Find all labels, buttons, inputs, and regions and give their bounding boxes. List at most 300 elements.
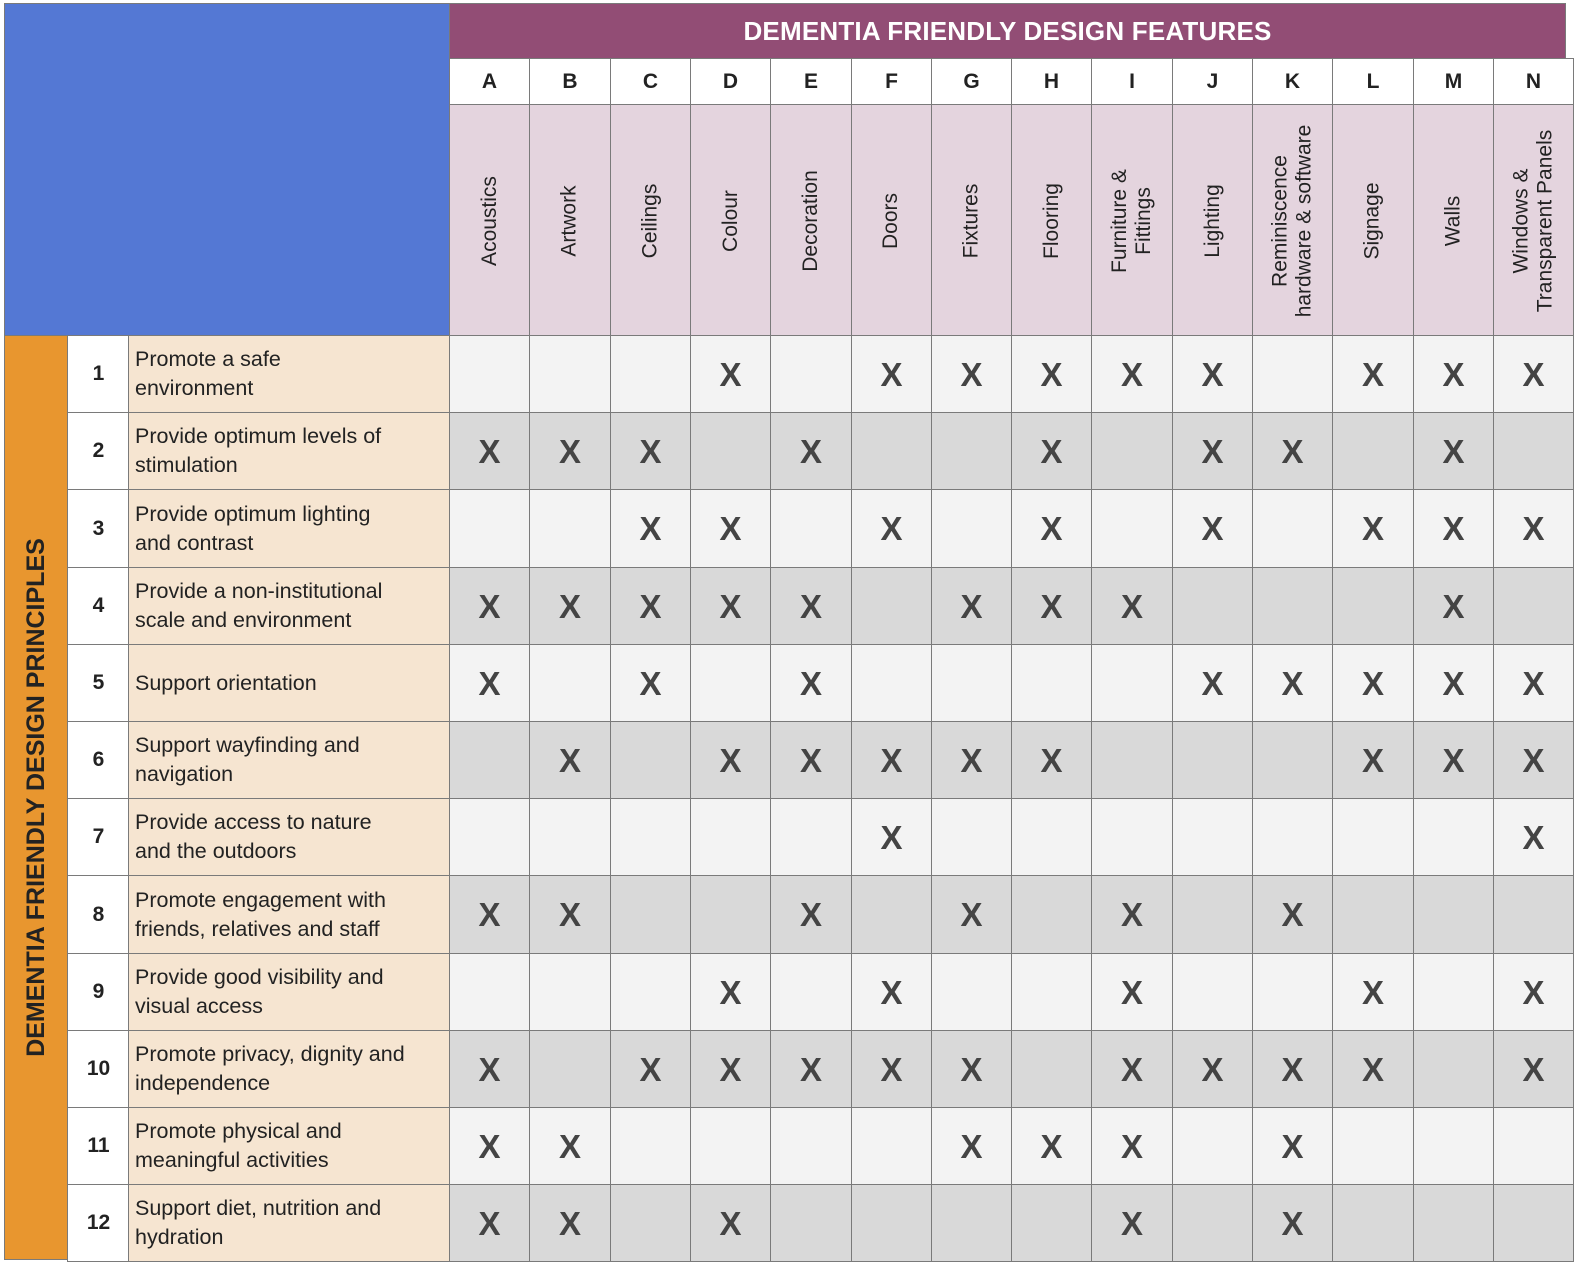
principle-label-text: Provide optimum levels of stimulation — [135, 424, 382, 477]
matrix-cell — [851, 335, 932, 413]
matrix-cell — [851, 1030, 932, 1108]
matrix-cell — [1413, 1184, 1494, 1262]
principle-label — [128, 1107, 451, 1185]
matrix-cell — [770, 644, 852, 722]
matrix-cell — [610, 1030, 691, 1108]
feature-name-m — [1413, 104, 1494, 337]
feature-name-n — [1493, 104, 1574, 337]
matrix-cell — [1413, 489, 1494, 568]
matrix-cell — [449, 335, 530, 413]
matrix-cell — [529, 875, 611, 954]
matrix-cell — [1413, 953, 1494, 1031]
x-mark: X — [1120, 1127, 1143, 1165]
feature-name-text: Lighting — [1200, 183, 1224, 258]
x-mark: X — [1522, 664, 1545, 702]
matrix-cell — [1413, 644, 1494, 722]
x-mark: X — [960, 587, 983, 625]
matrix-cell — [1493, 721, 1574, 799]
matrix-cell — [1413, 567, 1494, 645]
matrix-cell — [1091, 335, 1173, 413]
matrix-cell — [931, 875, 1012, 954]
feature-name-l — [1332, 104, 1414, 337]
matrix-cell — [1091, 412, 1173, 490]
matrix-cell — [770, 875, 852, 954]
matrix-cell — [851, 567, 932, 645]
matrix-cell — [1332, 412, 1414, 490]
matrix-cell — [1252, 644, 1333, 722]
matrix-cell — [1332, 798, 1414, 876]
matrix-cell — [1011, 644, 1092, 722]
principle-label-text: Promote a safe environment — [135, 347, 281, 400]
feature-name-a — [449, 104, 530, 337]
x-mark: X — [880, 510, 903, 547]
x-mark: X — [478, 587, 501, 625]
matrix-cell — [1413, 875, 1494, 954]
matrix-cell — [1091, 489, 1173, 568]
x-mark: X — [1522, 818, 1545, 856]
x-mark: X — [1361, 973, 1384, 1011]
matrix-cell — [931, 1030, 1012, 1108]
feature-letter-g: G — [931, 58, 1012, 106]
matrix-cell — [1493, 875, 1574, 954]
matrix-cell — [1413, 798, 1494, 876]
matrix-cell — [1011, 1107, 1092, 1185]
principle-number: 10 — [67, 1030, 130, 1108]
x-mark: X — [1281, 664, 1304, 702]
x-mark: X — [478, 1127, 501, 1165]
x-mark: X — [1120, 973, 1143, 1011]
feature-name-d — [690, 104, 771, 337]
matrix-cell — [1011, 875, 1092, 954]
matrix-cell — [690, 1184, 771, 1262]
x-mark: X — [880, 741, 903, 779]
feature-name-c — [610, 104, 691, 337]
matrix-cell — [610, 489, 691, 568]
matrix-cell — [1413, 1107, 1494, 1185]
principle-label — [128, 412, 451, 490]
x-mark: X — [960, 896, 983, 933]
principles-side-label — [4, 335, 68, 1260]
matrix-cell — [851, 953, 932, 1031]
principle-number: 3 — [67, 489, 130, 568]
x-mark: X — [880, 1050, 903, 1088]
matrix-cell — [1493, 1184, 1574, 1262]
matrix-cell — [610, 412, 691, 490]
principle-label — [128, 1030, 451, 1108]
feature-letter-m: M — [1413, 58, 1494, 106]
x-mark: X — [1281, 1204, 1304, 1242]
matrix-cell — [529, 721, 611, 799]
matrix-cell — [851, 412, 932, 490]
matrix-cell — [1172, 567, 1253, 645]
matrix-cell — [1252, 953, 1333, 1031]
matrix-cell — [770, 1184, 852, 1262]
x-mark: X — [1522, 510, 1545, 547]
matrix-cell — [1091, 1030, 1173, 1108]
x-mark: X — [1281, 1127, 1304, 1165]
x-mark: X — [478, 432, 501, 470]
x-mark: X — [799, 587, 822, 625]
x-mark: X — [880, 973, 903, 1011]
feature-name-text: Signage — [1360, 181, 1384, 260]
x-mark: X — [1361, 510, 1384, 547]
corner-block — [4, 3, 450, 336]
principle-label-text: Support orientation — [135, 670, 317, 695]
matrix-cell — [1332, 1184, 1414, 1262]
matrix-cell — [770, 721, 852, 799]
matrix-cell — [690, 721, 771, 799]
matrix-cell — [1413, 721, 1494, 799]
matrix-cell — [449, 875, 530, 954]
x-mark: X — [799, 1050, 822, 1088]
feature-name-text: Fixtures — [959, 183, 983, 258]
feature-name-f — [851, 104, 932, 337]
matrix-cell — [1091, 875, 1173, 954]
matrix-cell — [1011, 1030, 1092, 1108]
x-mark: X — [719, 973, 742, 1011]
x-mark: X — [1281, 1050, 1304, 1088]
x-mark: X — [1361, 1050, 1384, 1088]
matrix-cell — [690, 798, 771, 876]
principle-label-text: Promote engagement with friends, relatives and staff — [135, 887, 386, 941]
x-mark: X — [639, 432, 662, 470]
matrix-cell — [851, 1184, 932, 1262]
matrix-cell — [1011, 335, 1092, 413]
x-mark: X — [1040, 355, 1063, 393]
principle-label — [128, 567, 451, 645]
feature-name-g — [931, 104, 1012, 337]
x-mark: X — [1442, 510, 1465, 547]
features-title: DEMENTIA FRIENDLY DESIGN FEATURES — [449, 3, 1566, 59]
matrix-cell — [529, 644, 611, 722]
principle-number: 5 — [67, 644, 130, 722]
matrix-cell — [851, 875, 932, 954]
feature-letter-j: J — [1172, 58, 1253, 106]
feature-name-j — [1172, 104, 1253, 337]
x-mark: X — [1281, 896, 1304, 933]
matrix-cell — [851, 721, 932, 799]
matrix-cell — [1252, 489, 1333, 568]
x-mark: X — [1201, 664, 1224, 702]
matrix-cell — [1091, 1107, 1173, 1185]
x-mark: X — [960, 355, 983, 393]
x-mark: X — [719, 1204, 742, 1242]
matrix-cell — [449, 1107, 530, 1185]
x-mark: X — [719, 741, 742, 779]
matrix-cell — [931, 1107, 1012, 1185]
principle-number: 7 — [67, 798, 130, 876]
matrix-cell — [529, 798, 611, 876]
principle-label-text: Support wayfinding and navigation — [135, 733, 360, 786]
x-mark: X — [639, 587, 662, 625]
matrix-cell — [1172, 412, 1253, 490]
matrix-cell — [1091, 953, 1173, 1031]
feature-name-text: Windows & Transparent Panels — [1509, 129, 1557, 312]
matrix-cell — [1011, 1184, 1092, 1262]
feature-name-text: Furniture & Fittings — [1108, 168, 1155, 273]
feature-letter-k: K — [1252, 58, 1333, 106]
matrix-cell — [1493, 489, 1574, 568]
matrix-cell — [529, 1184, 611, 1262]
matrix-cell — [1252, 721, 1333, 799]
feature-letter-i: I — [1091, 58, 1173, 106]
x-mark: X — [880, 818, 903, 856]
feature-letter-d: D — [690, 58, 771, 106]
feature-name-h — [1011, 104, 1092, 337]
matrix-cell — [529, 1107, 611, 1185]
matrix-cell — [1252, 798, 1333, 876]
x-mark: X — [558, 432, 581, 470]
x-mark: X — [799, 741, 822, 779]
matrix-cell — [1011, 721, 1092, 799]
principle-label — [128, 1184, 451, 1262]
principle-label-text: Provide good visibility and visual access — [135, 965, 384, 1018]
principle-label-text: Support diet, nutrition and hydration — [135, 1196, 382, 1249]
x-mark: X — [1201, 1050, 1224, 1088]
x-mark: X — [719, 587, 742, 625]
matrix-cell — [1172, 721, 1253, 799]
matrix-cell — [1413, 1030, 1494, 1108]
matrix-cell — [1091, 644, 1173, 722]
matrix-cell — [1332, 1030, 1414, 1108]
x-mark: X — [1442, 664, 1465, 702]
feature-name-text: Acoustics — [477, 175, 501, 266]
matrix-cell — [529, 489, 611, 568]
x-mark: X — [1442, 355, 1465, 393]
matrix-cell — [931, 644, 1012, 722]
matrix-cell — [1252, 335, 1333, 413]
principle-label-text: Provide a non-institutional scale and environment — [135, 579, 383, 632]
x-mark: X — [558, 1204, 581, 1242]
matrix-cell — [851, 644, 932, 722]
matrix-cell — [690, 489, 771, 568]
feature-name-text: Decoration — [799, 169, 822, 272]
matrix-cell — [1172, 798, 1253, 876]
principle-label-text: Promote privacy, dignity and independence — [135, 1042, 405, 1095]
matrix-cell — [931, 489, 1012, 568]
matrix-cell — [1252, 1107, 1333, 1185]
principle-label-text: Provide optimum lighting and contrast — [135, 501, 371, 555]
x-mark: X — [1361, 355, 1384, 393]
x-mark: X — [1120, 587, 1143, 625]
feature-name-text: Reminiscence hardware & software — [1268, 124, 1316, 317]
principle-label — [128, 489, 451, 568]
matrix-cell — [770, 953, 852, 1031]
matrix-cell — [449, 798, 530, 876]
matrix-cell — [690, 1107, 771, 1185]
principle-number: 8 — [67, 875, 130, 954]
feature-letter-f: F — [851, 58, 932, 106]
matrix-cell — [690, 567, 771, 645]
x-mark: X — [1120, 355, 1143, 393]
matrix-cell — [449, 953, 530, 1031]
x-mark: X — [1201, 432, 1224, 470]
matrix-cell — [690, 335, 771, 413]
feature-letter-e: E — [770, 58, 852, 106]
matrix-cell — [610, 1107, 691, 1185]
principle-number: 11 — [67, 1107, 130, 1185]
x-mark: X — [719, 1050, 742, 1088]
matrix-cell — [1091, 798, 1173, 876]
x-mark: X — [1120, 1204, 1143, 1242]
matrix-cell — [610, 721, 691, 799]
x-mark: X — [1522, 741, 1545, 779]
feature-letter-c: C — [610, 58, 691, 106]
x-mark: X — [1522, 355, 1545, 393]
matrix-cell — [529, 567, 611, 645]
principle-number: 4 — [67, 567, 130, 645]
principle-label — [128, 721, 451, 799]
matrix-cell — [1493, 1030, 1574, 1108]
matrix-cell — [1332, 489, 1414, 568]
matrix-cell — [1172, 335, 1253, 413]
matrix-cell — [770, 489, 852, 568]
matrix-cell — [529, 1030, 611, 1108]
x-mark: X — [719, 510, 742, 547]
x-mark: X — [639, 1050, 662, 1088]
matrix-cell — [1493, 798, 1574, 876]
matrix-cell — [770, 567, 852, 645]
x-mark: X — [1361, 664, 1384, 702]
feature-name-text: Walls — [1441, 195, 1465, 246]
matrix-cell — [1011, 798, 1092, 876]
matrix-cell — [1091, 567, 1173, 645]
feature-letter-h: H — [1011, 58, 1092, 106]
matrix-cell — [610, 644, 691, 722]
matrix-cell — [931, 335, 1012, 413]
principle-number: 9 — [67, 953, 130, 1031]
x-mark: X — [1201, 510, 1224, 547]
feature-name-i — [1091, 104, 1173, 337]
matrix-cell — [1493, 1107, 1574, 1185]
x-mark: X — [799, 432, 822, 470]
principle-label — [128, 798, 451, 876]
matrix-cell — [1252, 567, 1333, 645]
matrix-cell — [770, 1030, 852, 1108]
x-mark: X — [1442, 741, 1465, 779]
feature-name-k — [1252, 104, 1333, 337]
matrix-cell — [1493, 644, 1574, 722]
x-mark: X — [1040, 587, 1063, 625]
x-mark: X — [719, 355, 742, 393]
x-mark: X — [1120, 1050, 1143, 1088]
matrix-cell — [1413, 335, 1494, 413]
x-mark: X — [478, 1050, 501, 1088]
x-mark: X — [639, 510, 662, 547]
x-mark: X — [558, 741, 581, 779]
matrix-cell — [610, 567, 691, 645]
matrix-cell — [1091, 721, 1173, 799]
matrix-cell — [1011, 953, 1092, 1031]
matrix-cell — [1172, 1107, 1253, 1185]
matrix-cell — [690, 644, 771, 722]
matrix-cell — [690, 412, 771, 490]
matrix-cell — [1493, 567, 1574, 645]
principle-number: 2 — [67, 412, 130, 490]
matrix-cell — [1332, 644, 1414, 722]
matrix-cell — [770, 798, 852, 876]
x-mark: X — [1040, 741, 1063, 779]
matrix-cell — [449, 721, 530, 799]
feature-name-text: Flooring — [1039, 182, 1063, 259]
x-mark: X — [799, 664, 822, 702]
feature-name-e — [770, 104, 852, 337]
x-mark: X — [478, 664, 501, 702]
principle-label-text: Provide access to nature and the outdoors — [135, 810, 372, 863]
x-mark: X — [1361, 741, 1384, 779]
matrix-cell — [1332, 335, 1414, 413]
matrix-cell — [449, 567, 530, 645]
x-mark: X — [1442, 587, 1465, 625]
principle-label — [128, 644, 451, 722]
x-mark: X — [1040, 510, 1063, 547]
matrix-cell — [1091, 1184, 1173, 1262]
matrix-cell — [529, 335, 611, 413]
feature-name-text: Doors — [879, 192, 903, 249]
matrix-cell — [1252, 412, 1333, 490]
matrix-cell — [1332, 953, 1414, 1031]
principle-number: 6 — [67, 721, 130, 799]
principle-number: 1 — [67, 335, 130, 413]
x-mark: X — [960, 1127, 983, 1165]
feature-name-text: Colour — [718, 189, 742, 252]
matrix-cell — [1172, 1184, 1253, 1262]
principle-number: 12 — [67, 1184, 130, 1262]
matrix-cell — [1172, 875, 1253, 954]
matrix-cell — [1172, 644, 1253, 722]
feature-letter-a: A — [449, 58, 530, 106]
matrix-cell — [1332, 875, 1414, 954]
x-mark: X — [960, 1050, 983, 1088]
feature-letter-b: B — [529, 58, 611, 106]
matrix-cell — [851, 1107, 932, 1185]
matrix-cell — [449, 489, 530, 568]
matrix-cell — [931, 798, 1012, 876]
matrix-cell — [1011, 567, 1092, 645]
x-mark: X — [478, 1204, 501, 1242]
matrix-cell — [449, 412, 530, 490]
x-mark: X — [799, 896, 822, 933]
x-mark: X — [960, 741, 983, 779]
matrix-cell — [690, 1030, 771, 1108]
matrix-cell — [770, 1107, 852, 1185]
matrix-cell — [1011, 412, 1092, 490]
x-mark: X — [639, 664, 662, 702]
matrix-cell — [529, 953, 611, 1031]
matrix-cell — [931, 953, 1012, 1031]
principle-label-text: Promote physical and meaningful activities — [135, 1119, 342, 1172]
matrix-cell — [1493, 412, 1574, 490]
matrix-cell — [1332, 1107, 1414, 1185]
x-mark: X — [1442, 432, 1465, 470]
matrix-cell — [770, 335, 852, 413]
matrix-cell — [1011, 489, 1092, 568]
matrix-cell — [1332, 721, 1414, 799]
matrix-cell — [690, 875, 771, 954]
matrix-cell — [610, 798, 691, 876]
feature-letter-l: L — [1332, 58, 1414, 106]
matrix-cell — [610, 1184, 691, 1262]
x-mark: X — [1120, 896, 1143, 933]
principles-side-label-text: DEMENTIA FRIENDLY DESIGN PRINCIPLES — [21, 538, 50, 1057]
matrix-cell — [1493, 335, 1574, 413]
x-mark: X — [1040, 432, 1063, 470]
matrix-cell — [851, 798, 932, 876]
x-mark: X — [1281, 432, 1304, 470]
x-mark: X — [1522, 973, 1545, 1011]
matrix-cell — [931, 721, 1012, 799]
matrix-cell — [1252, 1184, 1333, 1262]
